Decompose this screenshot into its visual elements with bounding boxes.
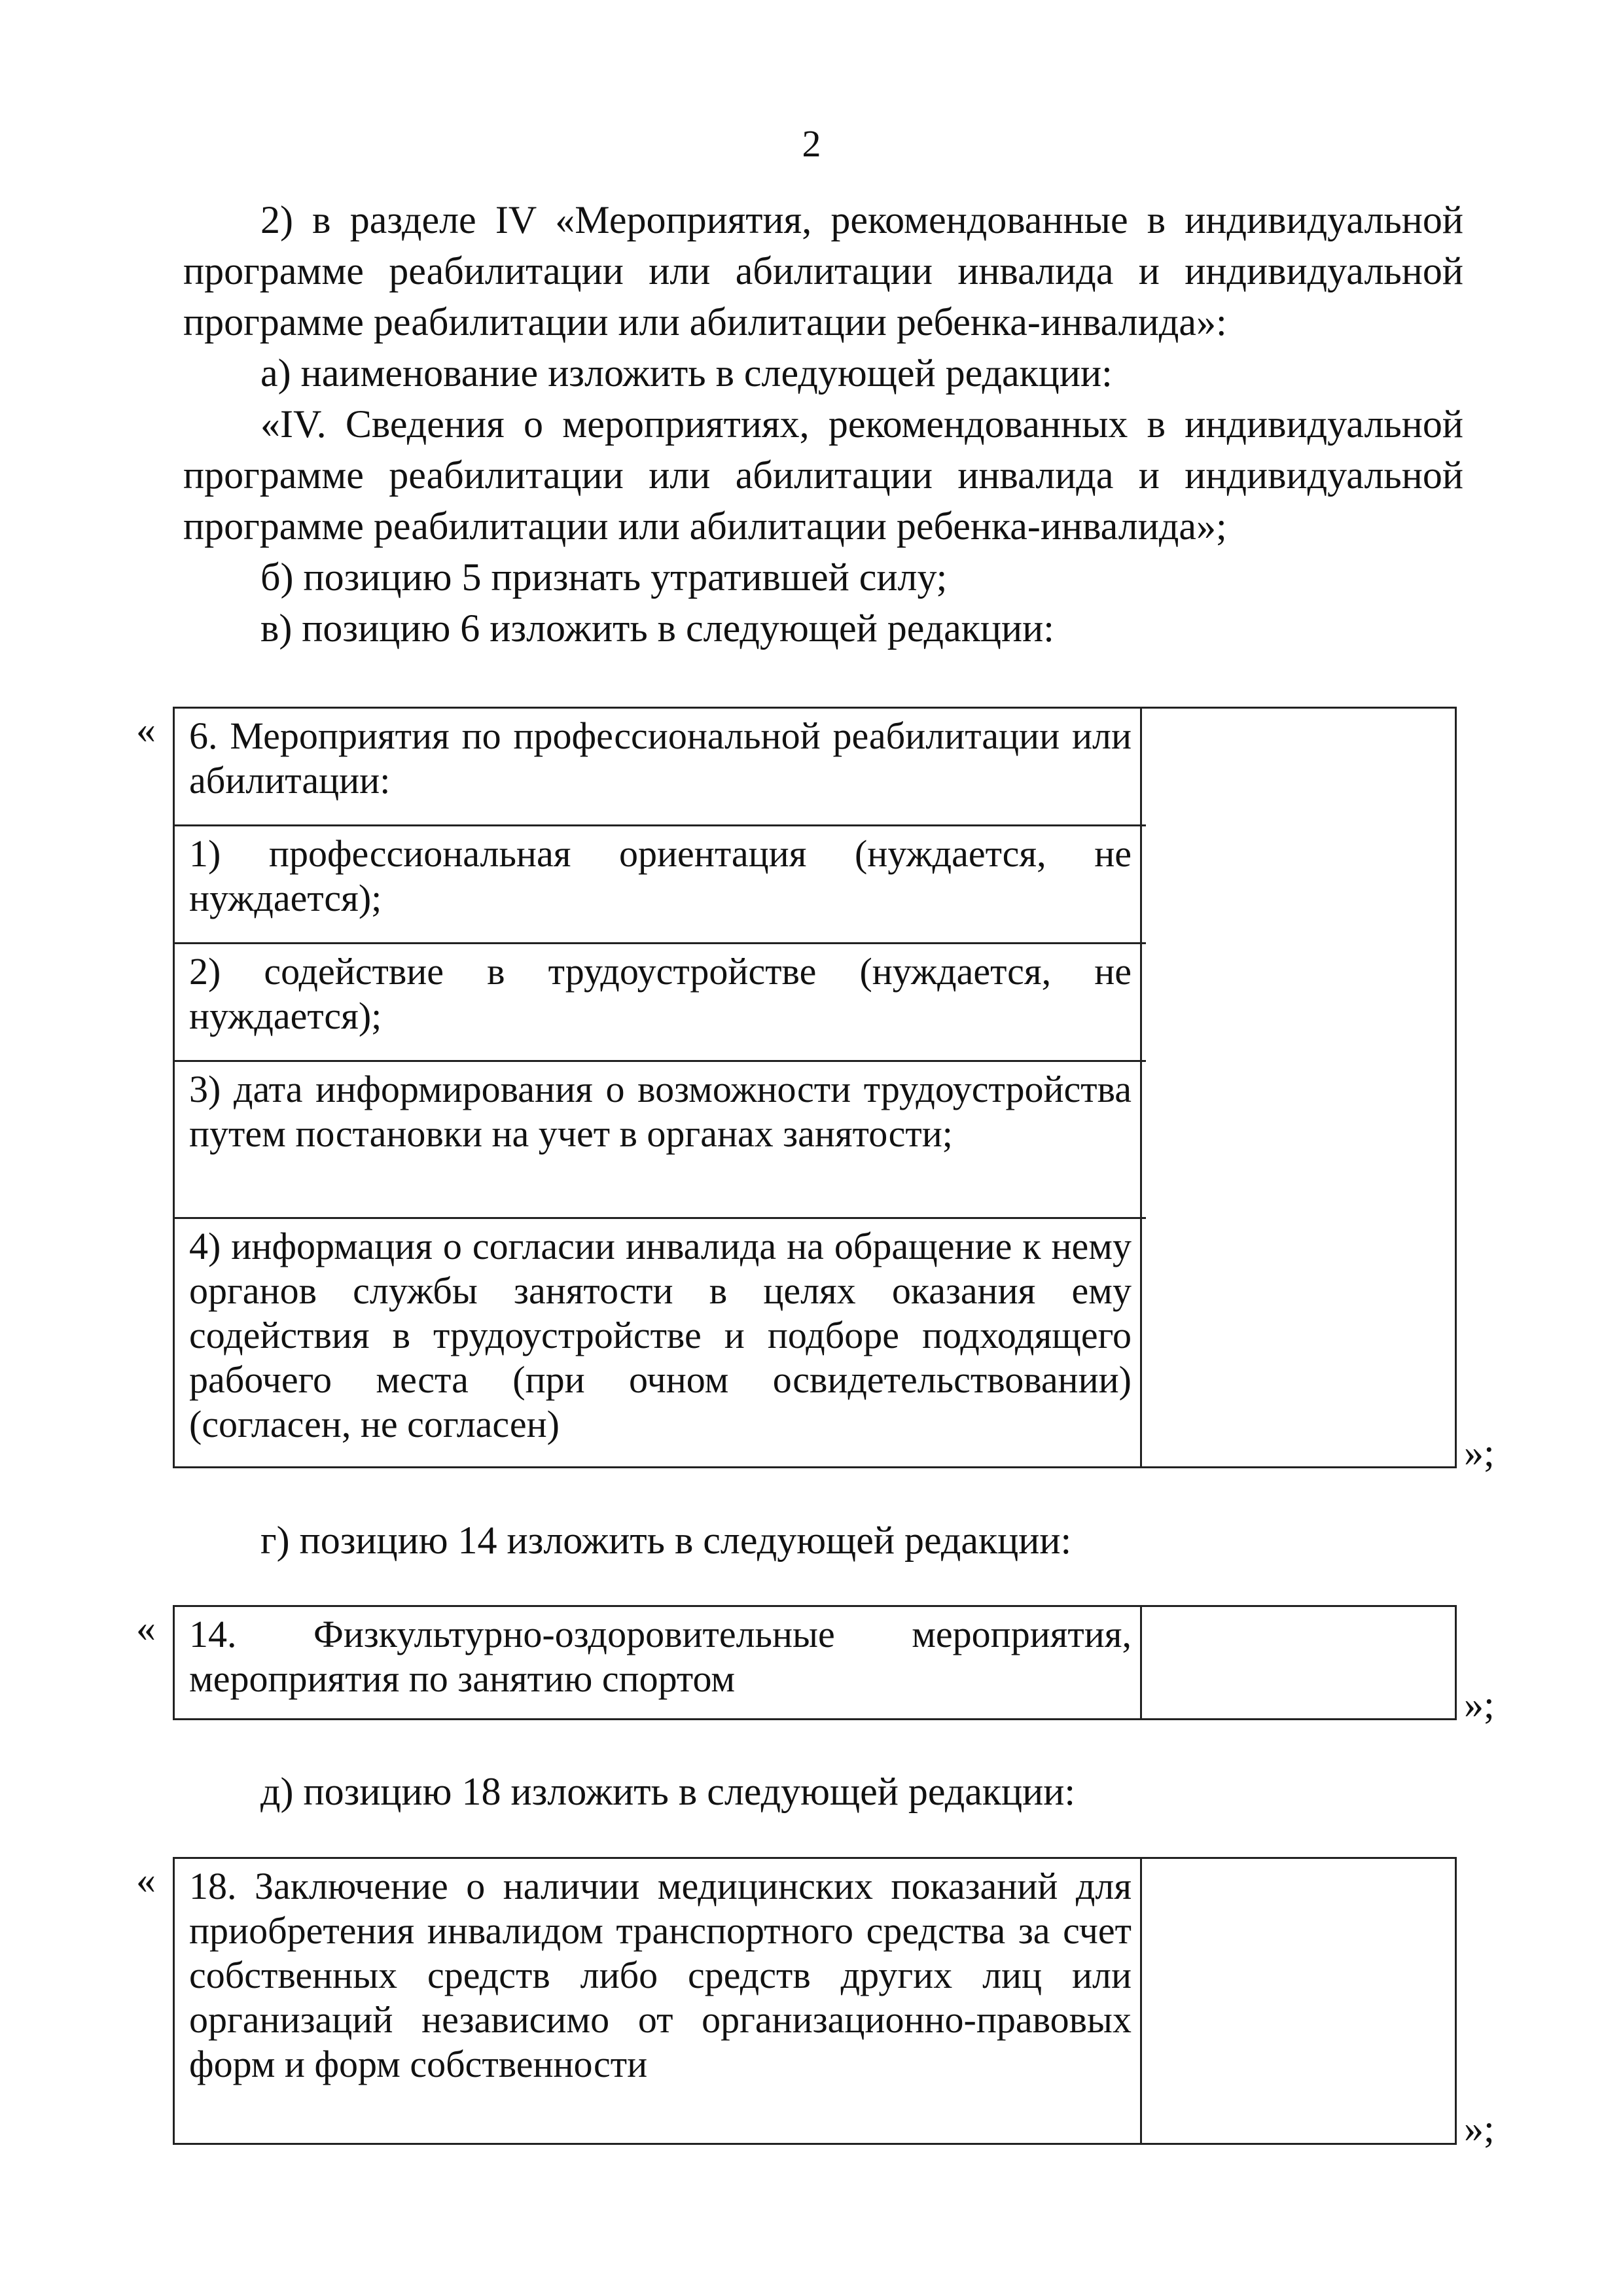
table-row — [175, 709, 1146, 826]
table-cell-text: 3) дата информирования о возможности трудоустройства путем постановки на учет в органах занятости; — [189, 1068, 1132, 1155]
page-number: 2 — [802, 122, 821, 165]
table-value-column — [1140, 1859, 1455, 2143]
paragraph-section-iv: 2) в разделе IV «Мероприятия, рекомендованные в индивидуальной программе реабилитации или абилитации инвалида и индивидуальной программе реабилитации или абилитации ребенка-инвалида»: — [183, 198, 1463, 344]
table-cell-text: 18. Заключение о наличии медицинских показаний для приобретения инвалидом транспортного средства за счет собственных средств либо средств других лиц или организаций независимо от организационно-правовых форм и форм собственности — [189, 1865, 1132, 2085]
table-position-14 — [173, 1605, 1457, 1720]
opening-quote: « — [136, 708, 156, 751]
table-cell-text: 4) информация о согласии инвалида на обращение к нему органов службы занятости в целях оказания ему содействия в трудоустройстве и подборе подходящего рабочего места (при очном освидетельствовании) (согласен, не согласен) — [189, 1225, 1132, 1445]
table-value-column — [1140, 709, 1455, 1466]
paragraph-item-d: д) позицию 18 изложить в следующей редакции: — [260, 1770, 1076, 1813]
paragraph-item-v: в) позицию 6 изложить в следующей редакции: — [260, 607, 1054, 650]
table-cell-text: 2) содействие в трудоустройстве (нуждается, не нуждается); — [189, 950, 1132, 1037]
table-value-column — [1140, 1607, 1455, 1718]
table-position-6 — [173, 707, 1457, 1468]
paragraph-item-a: а) наименование изложить в следующей редакции: — [260, 351, 1113, 395]
table-row — [175, 1062, 1146, 1219]
closing-quote: »; — [1464, 1683, 1495, 1726]
table-cell-text: 1) профессиональная ориентация (нуждается, не нуждается); — [189, 832, 1132, 919]
table-row — [175, 1607, 1146, 1718]
opening-quote: « — [136, 1606, 156, 1650]
closing-quote: »; — [1464, 2107, 1495, 2150]
paragraph-heading-iv: «IV. Сведения о мероприятиях, рекомендованных в индивидуальной программе реабилитации или абилитации инвалида и индивидуальной программе реабилитации или абилитации ребенка-инвалида»; — [183, 402, 1463, 548]
table-cell-text: 6. Мероприятия по профессиональной реабилитации или абилитации: — [189, 715, 1132, 802]
closing-quote: »; — [1464, 1431, 1495, 1474]
table-row — [175, 944, 1146, 1062]
table-row — [175, 826, 1146, 944]
table-cell-text: 14. Физкультурно-оздоровительные мероприятия, мероприятия по занятию спортом — [189, 1613, 1132, 1700]
opening-quote: « — [136, 1858, 156, 1901]
table-position-18 — [173, 1857, 1457, 2145]
paragraph-item-g: г) позицию 14 изложить в следующей редакции: — [260, 1519, 1072, 1562]
table-row — [175, 1219, 1146, 1466]
table-row — [175, 1859, 1146, 2143]
paragraph-item-b: б) позицию 5 признать утратившей силу; — [260, 556, 948, 599]
